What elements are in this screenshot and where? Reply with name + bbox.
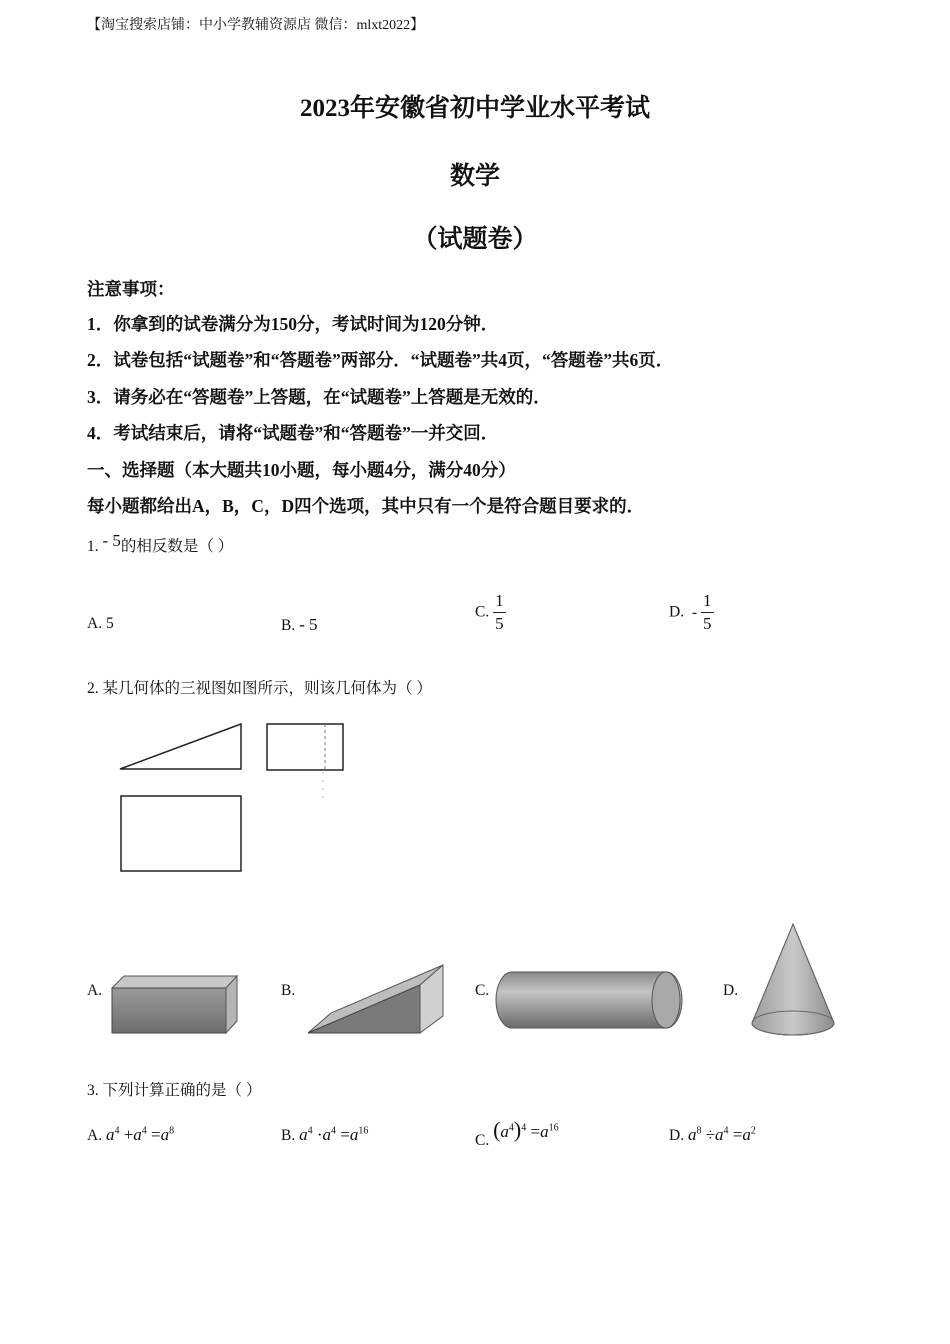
formula-a: $a^4 +a^4 =a^8$ [105, 1125, 175, 1144]
q1-text: 的相反数是（ ） [120, 538, 234, 555]
note-item-2: 2．试卷包括“试题卷”和“答题卷”两部分．“试题卷”共4页，“答题卷”共6页． [87, 350, 674, 370]
q1-option-d[interactable]: D. - $\frac{1}{5}$ [669, 591, 712, 633]
paper-type: （试题卷） [412, 226, 538, 253]
note-item-1: 1．你拿到的试卷满分为150分，考试时间为120分钟． [87, 314, 499, 334]
notes-heading: 注意事项： [87, 279, 175, 299]
section1-instruction: 每小题都给出A，B，C，D四个选项，其中只有一个是符合题目要求的． [87, 496, 645, 516]
section1-title: 一、选择题（本大题共10小题，每小题4分，满分40分） [87, 460, 516, 480]
note-item-4: 4．考试结束后，请将“试题卷”和“答题卷”一并交回． [87, 423, 499, 443]
q3-option-b[interactable]: B. $a^4 \cdot a^4 =a^{16}$ [281, 1125, 369, 1144]
question-2: 2. 某几何体的三视图如图所示，则该几何体为（ ） [87, 680, 432, 697]
q2-option-b[interactable]: B. [281, 982, 296, 999]
q3-option-a[interactable]: A. $a^4 +a^4 =a^8$ [87, 1125, 175, 1144]
note-item-3: 3．请务必在“答题卷”上答题，在“试题卷”上答题是无效的． [87, 387, 551, 407]
q1-option-b[interactable]: B. - 5 [281, 615, 318, 634]
q3-option-d[interactable]: D. $a^8 \div a^4 =a^2$ [669, 1125, 756, 1144]
subject-title: 数学 [449, 163, 500, 190]
exam-title: 2023年安徽省初中学业水平考试 [299, 95, 650, 122]
q3-option-c[interactable]: C. $(a^4)^4 =a^{16}$ [475, 1117, 559, 1149]
q1-option-a[interactable]: A. 5 [87, 615, 114, 632]
q2-option-c[interactable]: C. [475, 982, 490, 999]
formula-b: $a^4 \cdot a^4 =a^{16}$ [299, 1125, 369, 1144]
fraction: $\frac{1}{5}$ [495, 591, 504, 633]
formula-c: $(a^4)^4 =a^{16}$ [493, 1117, 559, 1142]
question-3: 3. 下列计算正确的是（ ） [87, 1082, 262, 1099]
q1-number: 1. [87, 538, 99, 555]
q1-option-c[interactable]: C. $\frac{1}{5}$ [475, 591, 504, 633]
formula-d: $a^8 \div a^4 =a^2$ [687, 1125, 756, 1144]
shop-header: 【淘宝搜索店铺：中小学教辅资源店 微信：mlxt2022】 [87, 18, 425, 33]
fraction: $\frac{1}{5}$ [703, 591, 712, 633]
q2-option-d[interactable]: D. [723, 982, 739, 999]
q1-value: - 5 [102, 531, 121, 550]
q2-option-a[interactable]: A. [87, 982, 103, 999]
